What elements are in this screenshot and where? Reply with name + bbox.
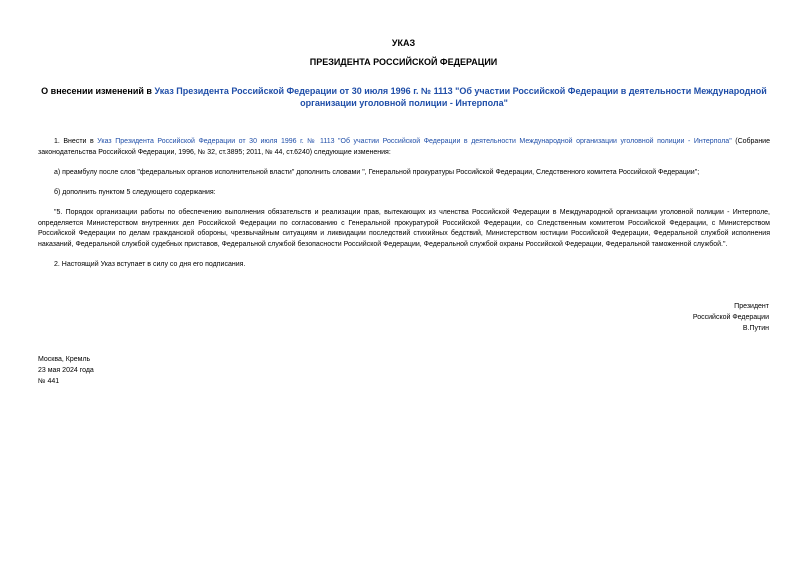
signing-date: 23 мая 2024 года xyxy=(38,367,94,374)
decree-number: № 441 xyxy=(38,378,60,385)
signature-name: В.Путин xyxy=(742,325,769,332)
document-subject xyxy=(36,85,772,109)
paragraph-point-5: "5. Порядок организации работы по обеспечению выполнения обязательств и реализации прав, вытекающих из членства Российской Федерации в Международной организации уголовной полиции - Интерполе, определяется Министерством внутренних дел Российской Федерации по согласованию с Генеральной прокуратурой Российской Федерации, со Следственным комитетом Российской Федерации, с Министерством Российской Федерации по делам гражданской обороны, чрезвычайным ситуациям и ликвидации последствий стихийных бедствий, Министерством юстиции Российской Федерации, Федеральной службой исполнения наказаний, Федеральной службой судебных приставов, Федеральной службой безопасности Российской Федерации, Федеральной службой охраны Российской Федерации, Федеральной таможенной службой.". xyxy=(38,209,770,248)
place-date-block xyxy=(38,354,94,387)
document-issuer: ПРЕЗИДЕНТА РОССИЙСКОЙ ФЕДЕРАЦИИ xyxy=(309,57,498,67)
signature-country: Российской Федерации xyxy=(692,314,769,321)
signing-place: Москва, Кремль xyxy=(38,356,91,363)
subject-decree-link[interactable]: Указ Президента Российской Федерации от 30 июля 1996 г. № 1113 "Об участии Российской Федерации в деятельности Международной организации уголовной полиции - Интерпола" xyxy=(154,86,767,108)
signature-block xyxy=(693,301,769,334)
paragraph-2: 2. Настоящий Указ вступает в силу со дня его подписания. xyxy=(54,261,246,268)
signature-title: Президент xyxy=(734,303,769,310)
paragraph-2a: а) преамбулу после слов "федеральных органов исполнительной власти" дополнить словами ", Генеральной прокуратуры Российской Федерации, Следственного комитета Российской Федерации"; xyxy=(54,169,700,176)
paragraph-1-decree-link[interactable]: Указ Президента Российской Федерации от 30 июля 1996 г. № 1113 "Об участии Российской Федерации в деятельности Международной организации уголовной полиции - Интерпола" xyxy=(97,138,732,145)
paragraph-2b: б) дополнить пунктом 5 следующего содержания: xyxy=(54,189,216,196)
paragraph-1 xyxy=(38,137,770,158)
subject-prefix: О внесении изменений в xyxy=(41,86,155,96)
paragraph-1-prefix: 1. Внести в xyxy=(54,138,98,145)
paragraph-1-suffix: (Собрание законодательства Российской Федерации, 1996, № 32, ст.3895; 2011, № 44, ст.6240) следующие изменения: xyxy=(38,138,770,156)
document-title: УКАЗ xyxy=(391,38,416,48)
